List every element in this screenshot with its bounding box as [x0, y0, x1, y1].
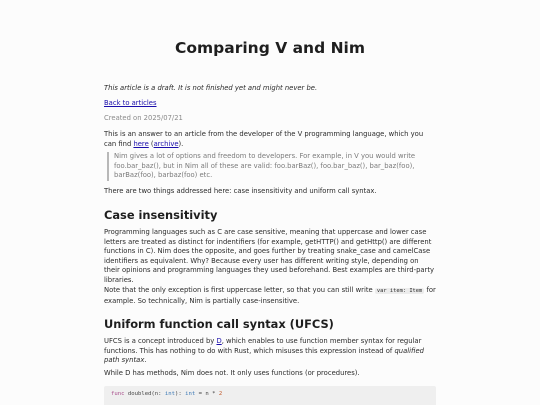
- page-title: Comparing V and Nim: [174, 39, 366, 57]
- draft-notice: This article is a draft. It is not finished yet and might never be.: [104, 84, 318, 92]
- intro-end: ).: [178, 139, 184, 148]
- here-link[interactable]: here: [133, 139, 149, 148]
- code-number: 2: [218, 391, 223, 397]
- while-d-paragraph: While D has methods, Nim does not. It only uses functions (or procedures).: [104, 369, 360, 377]
- inline-code: var item: Item: [376, 288, 423, 294]
- back-to-articles-paragraph: [104, 99, 436, 109]
- back-to-articles-link[interactable]: Back to articles: [104, 99, 157, 107]
- ufcs-paragraph: [104, 337, 436, 366]
- intro-paragraph: [104, 130, 436, 149]
- note-paragraph: [104, 286, 436, 306]
- code-keyword: func: [111, 391, 125, 397]
- case-insensitivity-heading: Case insensitivity: [104, 208, 218, 222]
- intro-paren: (: [148, 139, 154, 148]
- code-line: [111, 391, 222, 397]
- blockquote: Nim gives a lot of options and freedom to developers. For example, in V you would write foo.bar_baz(), but in Nim all of these are valid: foo.barBaz(), foo.bar_baz(), bar_baz(foo), barBaz(foo), barbaz(foo) etc.: [107, 152, 440, 181]
- d-language-link[interactable]: D: [216, 337, 222, 345]
- intro-text: This is an answer to an article from the developer of the V programming language, which you can find: [104, 130, 424, 148]
- created-date: Created on 2025/07/21: [104, 114, 183, 122]
- ufcs-heading: Uniform function call syntax (UFCS): [104, 317, 334, 331]
- ufcs-text-mid: , which enables to use function member syntax for regular functions. This has nothing to do with Rust, which misuses this expression instead of: [104, 337, 422, 355]
- code-signature-mid: ):: [175, 391, 186, 397]
- code-signature: doubled(n:: [124, 391, 165, 397]
- code-body: = n *: [195, 391, 219, 397]
- code-type-param: int: [164, 391, 176, 397]
- qualified-path-syntax-emphasis: qualified path syntax: [104, 346, 424, 365]
- code-type-return: int: [185, 391, 196, 397]
- note-text-end: for example. So technically, Nim is partially case-insensitive.: [104, 286, 436, 305]
- note-text: Note that the only exception is first uppercase letter, so that you can still write: [104, 286, 375, 294]
- case-insensitivity-paragraph: Programming languages such as C are case sensitive, meaning that uppercase and lower case letters are treated as distinct for indentifiers (for example, getHTTP() and getHttp() are different functions in C). Nim does the opposite, and goes further by treating snake_case and camelCase identifiers as equivalent. Why? Because every user has different writing style, depending on their opinions and programming languages they used beforehand. Best examples are third-party libraries.: [104, 228, 435, 284]
- ufcs-text-end: .: [144, 356, 147, 365]
- two-things-paragraph: There are two things addressed here: case insensitivity and uniform call syntax.: [104, 187, 377, 195]
- ufcs-text: UFCS is a concept introduced by: [104, 337, 217, 345]
- code-block: [104, 386, 436, 405]
- archive-link[interactable]: archive: [153, 139, 179, 148]
